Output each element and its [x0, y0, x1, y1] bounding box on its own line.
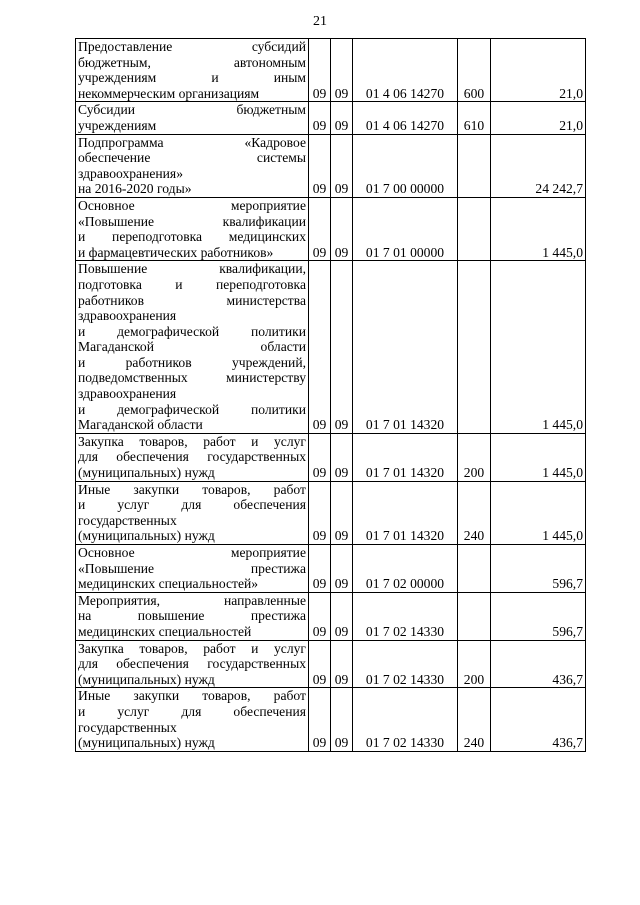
subsection-code-cell: 09: [331, 39, 353, 102]
subsection-code-cell: 09: [331, 481, 353, 544]
row-name-line: (муниципальных) нужд: [78, 671, 215, 687]
target-article-cell: 01 7 02 00000: [353, 545, 458, 593]
row-name-line: и работников учреждений,: [78, 354, 306, 370]
section-code-cell: 09: [309, 545, 331, 593]
expense-type-cell: [458, 261, 491, 434]
amount-cell: 21,0: [491, 102, 586, 134]
row-name-line: на повышение престижа: [78, 608, 306, 624]
row-name-cell: [76, 481, 309, 544]
table-row: [76, 102, 586, 134]
row-name-line: и демографической политики: [78, 323, 306, 339]
row-name-line: «Повышение квалификации: [78, 213, 306, 229]
row-name-line: здравоохранения»: [78, 165, 183, 181]
row-name-cell: [76, 640, 309, 688]
row-name-line: бюджетным, автономным: [78, 54, 306, 70]
page-number: 21: [313, 14, 327, 29]
row-name-line: учреждениям и иным: [78, 70, 306, 86]
section-code-cell: 09: [309, 197, 331, 260]
target-article-cell: 01 4 06 14270: [353, 102, 458, 134]
subsection-code-cell: 09: [331, 261, 353, 434]
subsection-code-cell: 09: [331, 640, 353, 688]
table-row: [76, 197, 586, 260]
amount-cell: 1 445,0: [491, 197, 586, 260]
row-name-line: (муниципальных) нужд: [78, 735, 215, 751]
target-article-cell: 01 7 02 14330: [353, 688, 458, 751]
row-name-line: для обеспечения государственных: [78, 656, 306, 672]
expense-type-cell: 200: [458, 640, 491, 688]
row-name-line: Иные закупки товаров, работ: [78, 481, 306, 497]
row-name-line: государственных: [78, 719, 177, 735]
table-row: [76, 545, 586, 593]
row-name-line: Магаданской области: [78, 417, 203, 433]
subsection-code-cell: 09: [331, 433, 353, 481]
budget-table-body: [76, 39, 586, 752]
expense-type-cell: [458, 197, 491, 260]
section-code-cell: 09: [309, 102, 331, 134]
target-article-cell: 01 7 01 14320: [353, 261, 458, 434]
expense-type-cell: 610: [458, 102, 491, 134]
row-name-line: на 2016-2020 годы»: [78, 181, 192, 197]
row-name-line: государственных: [78, 512, 177, 528]
subsection-code-cell: 09: [331, 592, 353, 640]
expense-type-cell: [458, 134, 491, 197]
subsection-code-cell: 09: [331, 688, 353, 751]
section-code-cell: 09: [309, 481, 331, 544]
row-name-line: медицинских специальностей»: [78, 576, 259, 592]
subsection-code-cell: 09: [331, 102, 353, 134]
row-name-cell: [76, 197, 309, 260]
expense-type-cell: 240: [458, 481, 491, 544]
row-name-cell: [76, 688, 309, 751]
amount-cell: 21,0: [491, 39, 586, 102]
row-name-line: и услуг для обеспечения: [78, 703, 306, 719]
amount-cell: 436,7: [491, 688, 586, 751]
subsection-code-cell: 09: [331, 197, 353, 260]
target-article-cell: 01 7 00 00000: [353, 134, 458, 197]
amount-cell: 596,7: [491, 592, 586, 640]
row-name-line: учреждениям: [78, 117, 157, 133]
table-row: [76, 261, 586, 434]
expense-type-cell: 600: [458, 39, 491, 102]
subsection-code-cell: 09: [331, 134, 353, 197]
row-name-line: Основное мероприятие: [78, 197, 306, 213]
row-name-cell: [76, 39, 309, 102]
row-name-line: (муниципальных) нужд: [78, 528, 215, 544]
row-name-line: Мероприятия, направленные: [78, 592, 306, 608]
row-name-cell: [76, 545, 309, 593]
table-row: [76, 640, 586, 688]
row-name-line: подведомственных министерству: [78, 370, 306, 386]
row-name-line: медицинских специальностей: [78, 623, 252, 639]
table-row: [76, 481, 586, 544]
amount-cell: 436,7: [491, 640, 586, 688]
row-name-line: и демографической политики: [78, 401, 306, 417]
section-code-cell: 09: [309, 688, 331, 751]
row-name-line: Субсидии бюджетным: [78, 102, 306, 118]
row-name-line: «Повышение престижа: [78, 560, 306, 576]
amount-cell: 1 445,0: [491, 433, 586, 481]
target-article-cell: 01 7 01 14320: [353, 481, 458, 544]
section-code-cell: 09: [309, 640, 331, 688]
row-name-cell: [76, 592, 309, 640]
table-row: [76, 39, 586, 102]
amount-cell: 24 242,7: [491, 134, 586, 197]
row-name-line: (муниципальных) нужд: [78, 465, 215, 481]
row-name-line: Закупка товаров, работ и услуг: [78, 433, 306, 449]
table-row: [76, 688, 586, 751]
row-name-line: некоммерческим организациям: [78, 85, 260, 101]
table-row: [76, 134, 586, 197]
row-name-cell: [76, 102, 309, 134]
amount-cell: 1 445,0: [491, 261, 586, 434]
row-name-line: для обеспечения государственных: [78, 449, 306, 465]
target-article-cell: 01 7 01 00000: [353, 197, 458, 260]
row-name-line: Закупка товаров, работ и услуг: [78, 640, 306, 656]
section-code-cell: 09: [309, 592, 331, 640]
section-code-cell: 09: [309, 433, 331, 481]
row-name-line: Повышение квалификации,: [78, 261, 306, 277]
row-name-line: и фармацевтических работников»: [78, 244, 274, 260]
target-article-cell: 01 7 01 14320: [353, 433, 458, 481]
row-name-line: Предоставление субсидий: [78, 39, 306, 54]
row-name-line: здравоохранения: [78, 386, 177, 402]
row-name-line: Основное мероприятие: [78, 545, 306, 560]
amount-cell: 596,7: [491, 545, 586, 593]
target-article-cell: 01 7 02 14330: [353, 640, 458, 688]
row-name-line: подготовка и переподготовка: [78, 276, 306, 292]
row-name-line: Иные закупки товаров, работ: [78, 688, 306, 704]
subsection-code-cell: 09: [331, 545, 353, 593]
expense-type-cell: [458, 592, 491, 640]
row-name-cell: [76, 134, 309, 197]
row-name-line: Подпрограмма «Кадровое: [78, 134, 306, 150]
expense-type-cell: 200: [458, 433, 491, 481]
row-name-cell: [76, 433, 309, 481]
row-name-line: работников министерства: [78, 292, 306, 308]
section-code-cell: 09: [309, 39, 331, 102]
section-code-cell: 09: [309, 134, 331, 197]
row-name-line: Магаданской области: [78, 339, 306, 355]
table-row: [76, 592, 586, 640]
target-article-cell: 01 4 06 14270: [353, 39, 458, 102]
target-article-cell: 01 7 02 14330: [353, 592, 458, 640]
row-name-line: и переподготовка медицинских: [78, 229, 306, 245]
amount-cell: 1 445,0: [491, 481, 586, 544]
expense-type-cell: [458, 545, 491, 593]
row-name-line: обеспечение системы: [78, 150, 306, 166]
row-name-line: и услуг для обеспечения: [78, 497, 306, 513]
expense-type-cell: 240: [458, 688, 491, 751]
table-row: [76, 433, 586, 481]
row-name-cell: [76, 261, 309, 434]
budget-table: [75, 38, 586, 752]
section-code-cell: 09: [309, 261, 331, 434]
row-name-line: здравоохранения: [78, 308, 177, 324]
